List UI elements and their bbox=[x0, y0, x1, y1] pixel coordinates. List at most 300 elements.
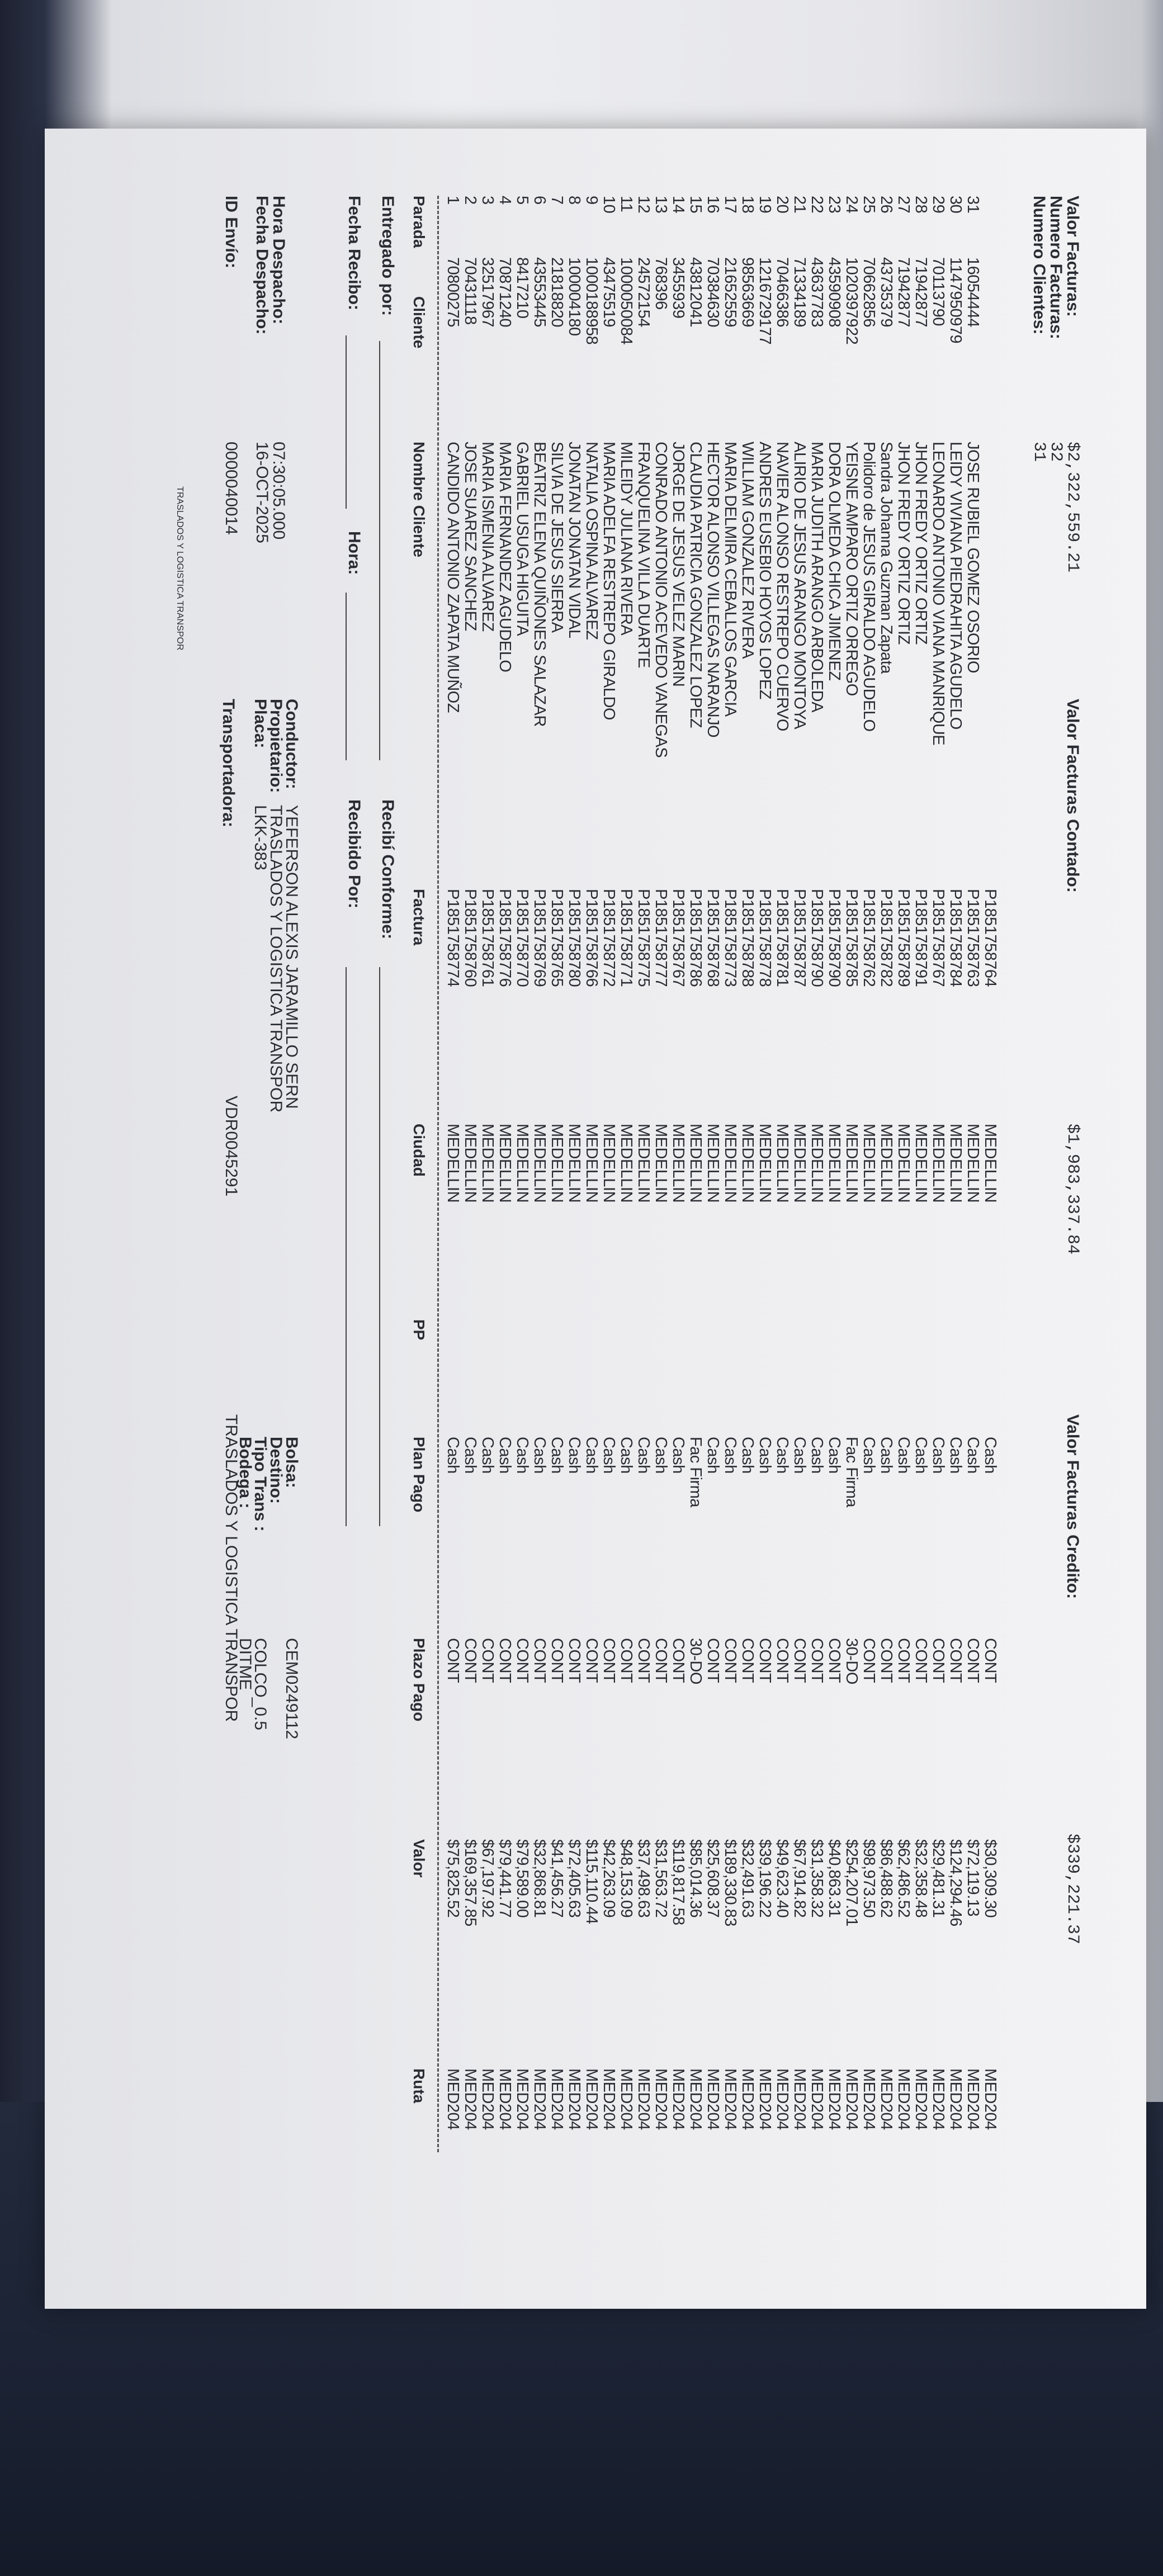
cell-valor: $124,294.46 bbox=[947, 1839, 965, 1926]
cell-plan: Cash bbox=[617, 1437, 635, 1474]
table-row bbox=[531, 129, 548, 2309]
cell-ruta: MED204 bbox=[895, 2068, 913, 2130]
entregado-por-label: Entregado por: bbox=[379, 196, 397, 316]
table-row bbox=[444, 129, 461, 2309]
table-row bbox=[461, 129, 479, 2309]
cell-ciudad: MEDELLIN bbox=[583, 1124, 601, 1203]
cell-plan: Cash bbox=[981, 1437, 999, 1474]
cell-factura: P1851758770 bbox=[513, 889, 531, 987]
cell-factura: P1851758760 bbox=[461, 889, 479, 987]
cell-parada: 27 bbox=[895, 196, 913, 214]
cell-cliente: 43553445 bbox=[531, 257, 549, 328]
cell-parada: 12 bbox=[635, 196, 653, 214]
cell-valor: $119,817.58 bbox=[669, 1839, 687, 1925]
cell-plan: Fac Firma bbox=[843, 1437, 861, 1507]
cell-plan: Cash bbox=[548, 1437, 566, 1474]
cell-plazo: CONT bbox=[808, 1638, 826, 1683]
cell-plazo: CONT bbox=[531, 1638, 549, 1683]
cell-plazo: CONT bbox=[877, 1638, 895, 1683]
table-row bbox=[565, 129, 583, 2309]
cell-ciudad: MEDELLIN bbox=[895, 1124, 913, 1203]
cell-valor: $25,608.37 bbox=[704, 1839, 722, 1918]
table-row bbox=[496, 129, 513, 2309]
table-row bbox=[669, 129, 687, 2309]
cell-plazo: CONT bbox=[981, 1638, 999, 1683]
cell-plazo: CONT bbox=[929, 1638, 947, 1683]
cell-factura: P1851758773 bbox=[721, 889, 739, 987]
conductor-label: Conductor: bbox=[282, 699, 301, 789]
cell-parada: 17 bbox=[721, 196, 739, 214]
cell-valor: $254,207.01 bbox=[843, 1839, 861, 1926]
cell-ruta: MED204 bbox=[721, 2068, 739, 2130]
cell-valor: $29,481.31 bbox=[929, 1839, 947, 1918]
cell-parada: 3 bbox=[479, 196, 497, 205]
cell-ruta: MED204 bbox=[739, 2068, 757, 2130]
id-envio-value: 0000040014 bbox=[222, 442, 240, 535]
cell-plan: Cash bbox=[669, 1437, 687, 1474]
table-row bbox=[929, 129, 947, 2309]
recibi-conforme-label: Recibí Conforme: bbox=[379, 799, 397, 940]
cell-nombre: Polidoro de JESUS GIRALDO AGUDELO bbox=[860, 442, 878, 732]
table-row bbox=[617, 129, 635, 2309]
cell-nombre: BEATRIZ ELENA QUIÑONES SALAZAR bbox=[531, 442, 549, 727]
cell-valor: $48,153.09 bbox=[617, 1839, 635, 1918]
numero-facturas-label: Numero Facturas: bbox=[1047, 196, 1065, 339]
cell-plazo: CONT bbox=[912, 1638, 930, 1683]
valor-facturas-label: Valor Facturas: bbox=[1063, 196, 1082, 317]
cell-ruta: MED204 bbox=[669, 2068, 687, 2130]
tipo-trans-value: COLCO_0.5 bbox=[251, 1638, 270, 1731]
cell-ciudad: MEDELLIN bbox=[825, 1124, 843, 1203]
cell-factura: P1851758775 bbox=[635, 889, 653, 987]
cell-factura: P1851758786 bbox=[687, 889, 705, 987]
col-plazo-pago: Plazo Pago bbox=[410, 1638, 428, 1722]
cell-valor: $62,486.52 bbox=[895, 1839, 913, 1918]
cell-nombre: MARIA ISMENIA ALVAREZ bbox=[479, 442, 497, 632]
cell-valor: $42,263.09 bbox=[600, 1839, 618, 1918]
cell-ciudad: MEDELLIN bbox=[843, 1124, 861, 1203]
cell-ruta: MED204 bbox=[860, 2068, 878, 2130]
cell-plan: Cash bbox=[531, 1437, 549, 1474]
cell-factura: P1851758765 bbox=[548, 889, 566, 987]
cell-cliente: 24572154 bbox=[635, 257, 653, 328]
cell-parada: 4 bbox=[496, 196, 514, 205]
cell-nombre: FRANQUELINA VILLA DUARTE bbox=[635, 442, 653, 668]
cell-ciudad: MEDELLIN bbox=[912, 1124, 930, 1203]
cell-factura: P1851758787 bbox=[791, 889, 809, 987]
cell-valor: $49,623.40 bbox=[773, 1839, 791, 1918]
cell-nombre: CLAUDIA PATRICIA GONZALEZ LOPEZ bbox=[687, 442, 705, 728]
cell-parada: 6 bbox=[531, 196, 549, 205]
cell-cliente: 16054444 bbox=[964, 257, 982, 328]
cell-ruta: MED204 bbox=[981, 2068, 999, 2130]
cell-valor: $37,498.63 bbox=[635, 1839, 653, 1918]
cell-factura: P1851758772 bbox=[600, 889, 618, 987]
id-envio-label: ID Envío: bbox=[222, 196, 240, 269]
cell-ruta: MED204 bbox=[825, 2068, 843, 2130]
cell-ciudad: MEDELLIN bbox=[981, 1124, 999, 1203]
cell-cliente: 43812041 bbox=[687, 257, 705, 328]
cell-plazo: CONT bbox=[756, 1638, 774, 1683]
cell-plan: Cash bbox=[600, 1437, 618, 1474]
cell-factura: P1851758784 bbox=[947, 889, 965, 987]
cell-cliente: 70871240 bbox=[496, 257, 514, 328]
cell-factura: P1851758776 bbox=[496, 889, 514, 987]
cell-nombre: HECTOR ALONSO VILLEGAS NARANJO bbox=[704, 442, 722, 738]
col-parada: Parada bbox=[410, 196, 428, 248]
cell-ruta: MED204 bbox=[929, 2068, 947, 2130]
cell-parada: 15 bbox=[687, 196, 705, 214]
cell-ruta: MED204 bbox=[964, 2068, 982, 2130]
cell-parada: 22 bbox=[808, 196, 826, 214]
cell-cliente: 3455939 bbox=[669, 257, 687, 319]
table-row bbox=[739, 129, 756, 2309]
cell-nombre: MARIA ADELFA RESTREPO GIRALDO bbox=[600, 442, 618, 720]
cell-plazo: CONT bbox=[565, 1638, 583, 1683]
cell-nombre: CONRADO ANTONIO ACEVEDO VANEGAS bbox=[652, 442, 670, 758]
cell-factura: P1851758767 bbox=[669, 889, 687, 987]
cell-parada: 11 bbox=[617, 196, 635, 212]
numero-facturas-value: 32 bbox=[1046, 442, 1065, 462]
cell-factura: P1851758782 bbox=[877, 889, 895, 987]
cell-ruta: MED204 bbox=[583, 2068, 601, 2130]
cell-plazo: CONT bbox=[652, 1638, 670, 1683]
cell-nombre: JONATAN JONATAN VIDAL bbox=[565, 442, 583, 638]
valor-credito-label: Valor Facturas Credito: bbox=[1063, 1414, 1082, 1599]
cell-parada: 30 bbox=[947, 196, 965, 214]
numero-clientes-value: 31 bbox=[1029, 442, 1048, 462]
cell-factura: P1851758769 bbox=[531, 889, 549, 987]
table-row bbox=[808, 129, 825, 2309]
cell-parada: 2 bbox=[461, 196, 479, 205]
cell-cliente: 70384630 bbox=[704, 257, 722, 328]
cell-nombre: SILVIA DE JESUS SIERRA bbox=[548, 442, 566, 633]
bodega-label: Bodega : bbox=[236, 1437, 254, 1509]
cell-plazo: CONT bbox=[704, 1638, 722, 1683]
cell-plan: Cash bbox=[773, 1437, 791, 1474]
cell-ruta: MED204 bbox=[565, 2068, 583, 2130]
table-row bbox=[825, 129, 843, 2309]
col-plan-pago: Plan Pago bbox=[410, 1437, 428, 1513]
cell-cliente: 43475519 bbox=[600, 257, 618, 328]
cell-parada: 10 bbox=[600, 196, 618, 214]
cell-valor: $32,491.63 bbox=[739, 1839, 757, 1918]
cell-cliente: 70466386 bbox=[773, 257, 791, 328]
table-row bbox=[895, 129, 912, 2309]
cell-factura: P1851758785 bbox=[843, 889, 861, 987]
cell-factura: P1851758791 bbox=[912, 889, 930, 987]
cell-parada: 26 bbox=[877, 196, 895, 214]
cell-parada: 1 bbox=[444, 196, 462, 205]
cell-nombre: MARIA DELMIRA CEBALLOS GARCIA bbox=[721, 442, 739, 717]
col-cliente: Cliente bbox=[410, 296, 428, 349]
cell-parada: 18 bbox=[739, 196, 757, 214]
cell-cliente: 21818820 bbox=[548, 257, 566, 328]
cell-ciudad: MEDELLIN bbox=[669, 1124, 687, 1203]
cell-cliente: 1020397922 bbox=[843, 257, 861, 345]
cell-factura: P1851758788 bbox=[739, 889, 757, 987]
cell-nombre: Sandra Johanna Guzman Zapata bbox=[877, 442, 895, 674]
cell-valor: $39,196.22 bbox=[756, 1839, 774, 1918]
cell-cliente: 70800275 bbox=[444, 257, 462, 328]
cell-cliente: 8417210 bbox=[513, 257, 531, 319]
cell-plan: Cash bbox=[860, 1437, 878, 1474]
company-title: TRASLADOS Y LOGISTICA TRANSPOR bbox=[175, 486, 185, 651]
cell-cliente: 32517967 bbox=[479, 257, 497, 328]
table-row bbox=[912, 129, 929, 2309]
cell-valor: $67,197.92 bbox=[479, 1839, 497, 1918]
table-row bbox=[635, 129, 652, 2309]
cell-ciudad: MEDELLIN bbox=[704, 1124, 722, 1203]
cell-plazo: CONT bbox=[964, 1638, 982, 1683]
cell-nombre: MILEIDY JULIANA RIVERA bbox=[617, 442, 635, 636]
cell-valor: $189,330.83 bbox=[721, 1839, 739, 1926]
cell-ciudad: MEDELLIN bbox=[929, 1124, 947, 1203]
cell-parada: 20 bbox=[773, 196, 791, 214]
cell-factura: P1851758761 bbox=[479, 889, 497, 987]
cell-plazo: CONT bbox=[548, 1638, 566, 1683]
cell-valor: $32,358.48 bbox=[912, 1839, 930, 1918]
cell-factura: P1851758777 bbox=[652, 889, 670, 987]
cell-ciudad: MEDELLIN bbox=[964, 1124, 982, 1203]
table-row bbox=[964, 129, 981, 2309]
cell-ciudad: MEDELLIN bbox=[739, 1124, 757, 1203]
cell-nombre: ALIRIO DE JESUS ARANGO MONTOYA bbox=[791, 442, 809, 730]
cell-nombre: JORGE DE JESUS VELEZ MARIN bbox=[669, 442, 687, 687]
cell-ciudad: MEDELLIN bbox=[773, 1124, 791, 1203]
bodega-value: DITME bbox=[236, 1638, 254, 1690]
fecha-despacho-label: Fecha Despacho: bbox=[253, 196, 271, 335]
hora-label: Hora: bbox=[345, 531, 363, 575]
cell-ruta: MED204 bbox=[843, 2068, 861, 2130]
cell-cliente: 1147950979 bbox=[947, 257, 965, 344]
propietario-value: TRASLADOS Y LOGISTICA TRANSPOR bbox=[267, 805, 285, 1113]
cell-plazo: CONT bbox=[444, 1638, 462, 1683]
cell-plan: Cash bbox=[583, 1437, 601, 1474]
valor-contado-label: Valor Facturas Contado: bbox=[1063, 699, 1082, 893]
cell-plan: Cash bbox=[791, 1437, 809, 1474]
cell-factura: P1851758790 bbox=[825, 889, 843, 987]
numero-clientes-label: Numero Clientes: bbox=[1030, 196, 1048, 335]
cell-nombre: DORA OLMEDA CHICA JIMENEZ bbox=[825, 442, 843, 681]
cell-parada: 9 bbox=[583, 196, 601, 205]
cell-valor: $75,825.52 bbox=[444, 1839, 462, 1918]
cell-plan: Cash bbox=[513, 1437, 531, 1474]
cell-plan: Cash bbox=[461, 1437, 479, 1474]
fecha-recibo-label: Fecha Recibo: bbox=[345, 196, 363, 311]
cell-factura: P1851758781 bbox=[773, 889, 791, 987]
cell-plan: Cash bbox=[721, 1437, 739, 1474]
cell-nombre: JHON FREDY ORTIZ ORTIZ bbox=[912, 442, 930, 645]
cell-ciudad: MEDELLIN bbox=[513, 1124, 531, 1203]
table-row bbox=[756, 129, 773, 2309]
cell-ciudad: MEDELLIN bbox=[600, 1124, 618, 1203]
cell-valor: $32,868.81 bbox=[531, 1839, 549, 1918]
cell-cliente: 98563669 bbox=[739, 257, 757, 328]
cell-cliente: 70431118 bbox=[461, 257, 479, 325]
cell-plazo: CONT bbox=[496, 1638, 514, 1683]
fecha-despacho-value: 16-OCT-2025 bbox=[253, 442, 271, 543]
recibido-por-label: Recibido Por: bbox=[345, 799, 363, 909]
cell-parada: 14 bbox=[669, 196, 687, 214]
cell-cliente: 1000050084 bbox=[617, 257, 635, 345]
cell-ciudad: MEDELLIN bbox=[496, 1124, 514, 1203]
hora-despacho-label: Hora Despacho: bbox=[270, 196, 288, 325]
tipo-trans-label: Tipo Trans : bbox=[251, 1437, 270, 1532]
cell-nombre: WILLIAM GONZALEZ RIVERA bbox=[739, 442, 757, 659]
table-row bbox=[981, 129, 999, 2309]
cell-ruta: MED204 bbox=[791, 2068, 809, 2130]
cell-plazo: CONT bbox=[479, 1638, 497, 1683]
cell-ruta: MED204 bbox=[461, 2068, 479, 2130]
cell-valor: $79,589.00 bbox=[513, 1839, 531, 1918]
table-row bbox=[860, 129, 877, 2309]
cell-cliente: 71942877 bbox=[912, 257, 930, 328]
cell-ruta: MED204 bbox=[531, 2068, 549, 2130]
cell-nombre: JHON FREDY ORTIZ ORTIZ bbox=[895, 442, 913, 645]
table-row bbox=[687, 129, 704, 2309]
cell-parada: 7 bbox=[548, 196, 566, 205]
table-row bbox=[791, 129, 808, 2309]
hora-despacho-value: 07:30:05.000 bbox=[270, 442, 288, 540]
transportadora-label: Transportadora: bbox=[219, 699, 238, 828]
cell-plazo: 30-DO bbox=[843, 1638, 861, 1684]
cell-factura: P1851758762 bbox=[860, 889, 878, 987]
cell-ruta: MED204 bbox=[479, 2068, 497, 2130]
cell-cliente: 100004180 bbox=[565, 257, 583, 336]
cell-cliente: 1216729177 bbox=[756, 257, 774, 345]
cell-ruta: MED204 bbox=[548, 2068, 566, 2130]
cell-parada: 25 bbox=[860, 196, 878, 214]
cell-ciudad: MEDELLIN bbox=[565, 1124, 583, 1203]
cell-ruta: MED204 bbox=[635, 2068, 653, 2130]
cell-valor: $41,456.27 bbox=[548, 1839, 566, 1918]
placa-value: LKK-383 bbox=[251, 805, 270, 870]
conductor-value: YEFERSON ALEXIS JARAMILLO SERN bbox=[282, 805, 301, 1109]
cell-nombre: MARIA JUDITH ARANGO ARBOLEDA bbox=[808, 442, 826, 712]
cell-parada: 29 bbox=[929, 196, 947, 214]
valor-contado-value: $1,983,337.84 bbox=[1063, 1124, 1082, 1255]
col-pp: PP bbox=[410, 1319, 428, 1341]
cell-ciudad: MEDELLIN bbox=[791, 1124, 809, 1203]
cell-nombre: ANDRES EUSEBIO HOYOS LOPEZ bbox=[756, 442, 774, 699]
valor-credito-value: $339,221.37 bbox=[1063, 1834, 1082, 1945]
cell-parada: 19 bbox=[756, 196, 774, 214]
cell-plazo: CONT bbox=[739, 1638, 757, 1683]
cell-plan: Cash bbox=[635, 1437, 653, 1474]
cell-plan: Fac Firma bbox=[687, 1437, 705, 1507]
cell-cliente: 43590908 bbox=[825, 257, 843, 328]
cell-ciudad: MEDELLIN bbox=[531, 1124, 549, 1203]
cell-ruta: MED204 bbox=[600, 2068, 618, 2130]
table-row bbox=[877, 129, 895, 2309]
cell-valor: $169,357.85 bbox=[461, 1839, 479, 1926]
cell-cliente: 71942877 bbox=[895, 257, 913, 328]
cell-factura: P1851758763 bbox=[964, 889, 982, 987]
cell-ruta: MED204 bbox=[513, 2068, 531, 2130]
cell-nombre: JOSE RUBIEL GOMEZ OSORIO bbox=[964, 442, 982, 673]
cell-valor: $72,405.63 bbox=[565, 1839, 583, 1918]
cell-plan: Cash bbox=[947, 1437, 965, 1474]
cell-valor: $86,488.62 bbox=[877, 1839, 895, 1918]
cell-nombre: GABRIEL USUGA HIGUITA bbox=[513, 442, 531, 636]
cell-nombre: LEONARDO ANTONIO VIANA MANRIQUE bbox=[929, 442, 947, 746]
cell-valor: $67,914.82 bbox=[791, 1839, 809, 1918]
cell-plazo: CONT bbox=[513, 1638, 531, 1683]
table-row bbox=[947, 129, 964, 2309]
cell-plan: Cash bbox=[652, 1437, 670, 1474]
cell-ciudad: MEDELLIN bbox=[877, 1124, 895, 1203]
dispatch-sheet bbox=[45, 129, 1146, 2309]
cell-plan: Cash bbox=[877, 1437, 895, 1474]
cell-valor: $40,863.31 bbox=[825, 1839, 843, 1918]
cell-factura: P1851758768 bbox=[704, 889, 722, 987]
cell-valor: $98,973.50 bbox=[860, 1839, 878, 1918]
cell-plan: Cash bbox=[704, 1437, 722, 1474]
cell-plazo: CONT bbox=[600, 1638, 618, 1683]
cell-ciudad: MEDELLIN bbox=[479, 1124, 497, 1203]
cell-ruta: MED204 bbox=[496, 2068, 514, 2130]
bolsa-value: CEM0249112 bbox=[282, 1638, 301, 1740]
cell-plazo: CONT bbox=[583, 1638, 601, 1683]
cell-parada: 13 bbox=[652, 196, 670, 214]
cell-plan: Cash bbox=[565, 1437, 583, 1474]
cell-factura: P1851758764 bbox=[981, 889, 999, 987]
cell-ciudad: MEDELLIN bbox=[947, 1124, 965, 1203]
cell-parada: 24 bbox=[843, 196, 861, 214]
cell-ciudad: MEDELLIN bbox=[808, 1124, 826, 1203]
cell-factura: P1851758774 bbox=[444, 889, 462, 987]
cell-nombre: LEIDY VIVIANA PIEDRAHITA AGUDELO bbox=[947, 442, 965, 730]
cell-parada: 16 bbox=[704, 196, 722, 214]
company-title: TRASLADOS Y LOGISTICA TRANSPOR bbox=[222, 1414, 240, 1722]
cell-plazo: CONT bbox=[617, 1638, 635, 1683]
invoice-table-body bbox=[45, 129, 1146, 2309]
cell-ruta: MED204 bbox=[912, 2068, 930, 2130]
cell-plan: Cash bbox=[756, 1437, 774, 1474]
cell-cliente: 21652559 bbox=[721, 257, 739, 328]
col-factura: Factura bbox=[410, 889, 428, 946]
cell-plazo: CONT bbox=[669, 1638, 687, 1683]
cell-plan: Cash bbox=[808, 1437, 826, 1474]
table-row bbox=[513, 129, 531, 2309]
cell-valor: $31,358.32 bbox=[808, 1839, 826, 1918]
cell-ciudad: MEDELLIN bbox=[461, 1124, 479, 1203]
cell-plazo: CONT bbox=[791, 1638, 809, 1683]
col-valor: Valor bbox=[410, 1839, 428, 1878]
cell-cliente: 768396 bbox=[652, 257, 670, 310]
cell-ruta: MED204 bbox=[652, 2068, 670, 2130]
cell-plazo: CONT bbox=[461, 1638, 479, 1683]
cell-plazo: CONT bbox=[825, 1638, 843, 1683]
cell-ruta: MED204 bbox=[756, 2068, 774, 2130]
cell-ruta: MED204 bbox=[947, 2068, 965, 2130]
placa-label: Placa: bbox=[251, 699, 270, 749]
cell-factura: P1851758767 bbox=[929, 889, 947, 987]
cell-ciudad: MEDELLIN bbox=[721, 1124, 739, 1203]
cell-ciudad: MEDELLIN bbox=[548, 1124, 566, 1203]
cell-ruta: MED204 bbox=[617, 2068, 635, 2130]
cell-ruta: MED204 bbox=[773, 2068, 791, 2130]
cell-valor: $31,563.72 bbox=[652, 1839, 670, 1918]
cell-cliente: 1000188958 bbox=[583, 257, 601, 345]
cell-valor: $30,309.30 bbox=[981, 1839, 999, 1918]
cell-ciudad: MEDELLIN bbox=[617, 1124, 635, 1203]
cell-parada: 8 bbox=[565, 196, 583, 205]
cell-nombre: NATALIA OSPINA ALVAREZ bbox=[583, 442, 601, 640]
cell-ciudad: MEDELLIN bbox=[652, 1124, 670, 1203]
cell-ruta: MED204 bbox=[687, 2068, 705, 2130]
